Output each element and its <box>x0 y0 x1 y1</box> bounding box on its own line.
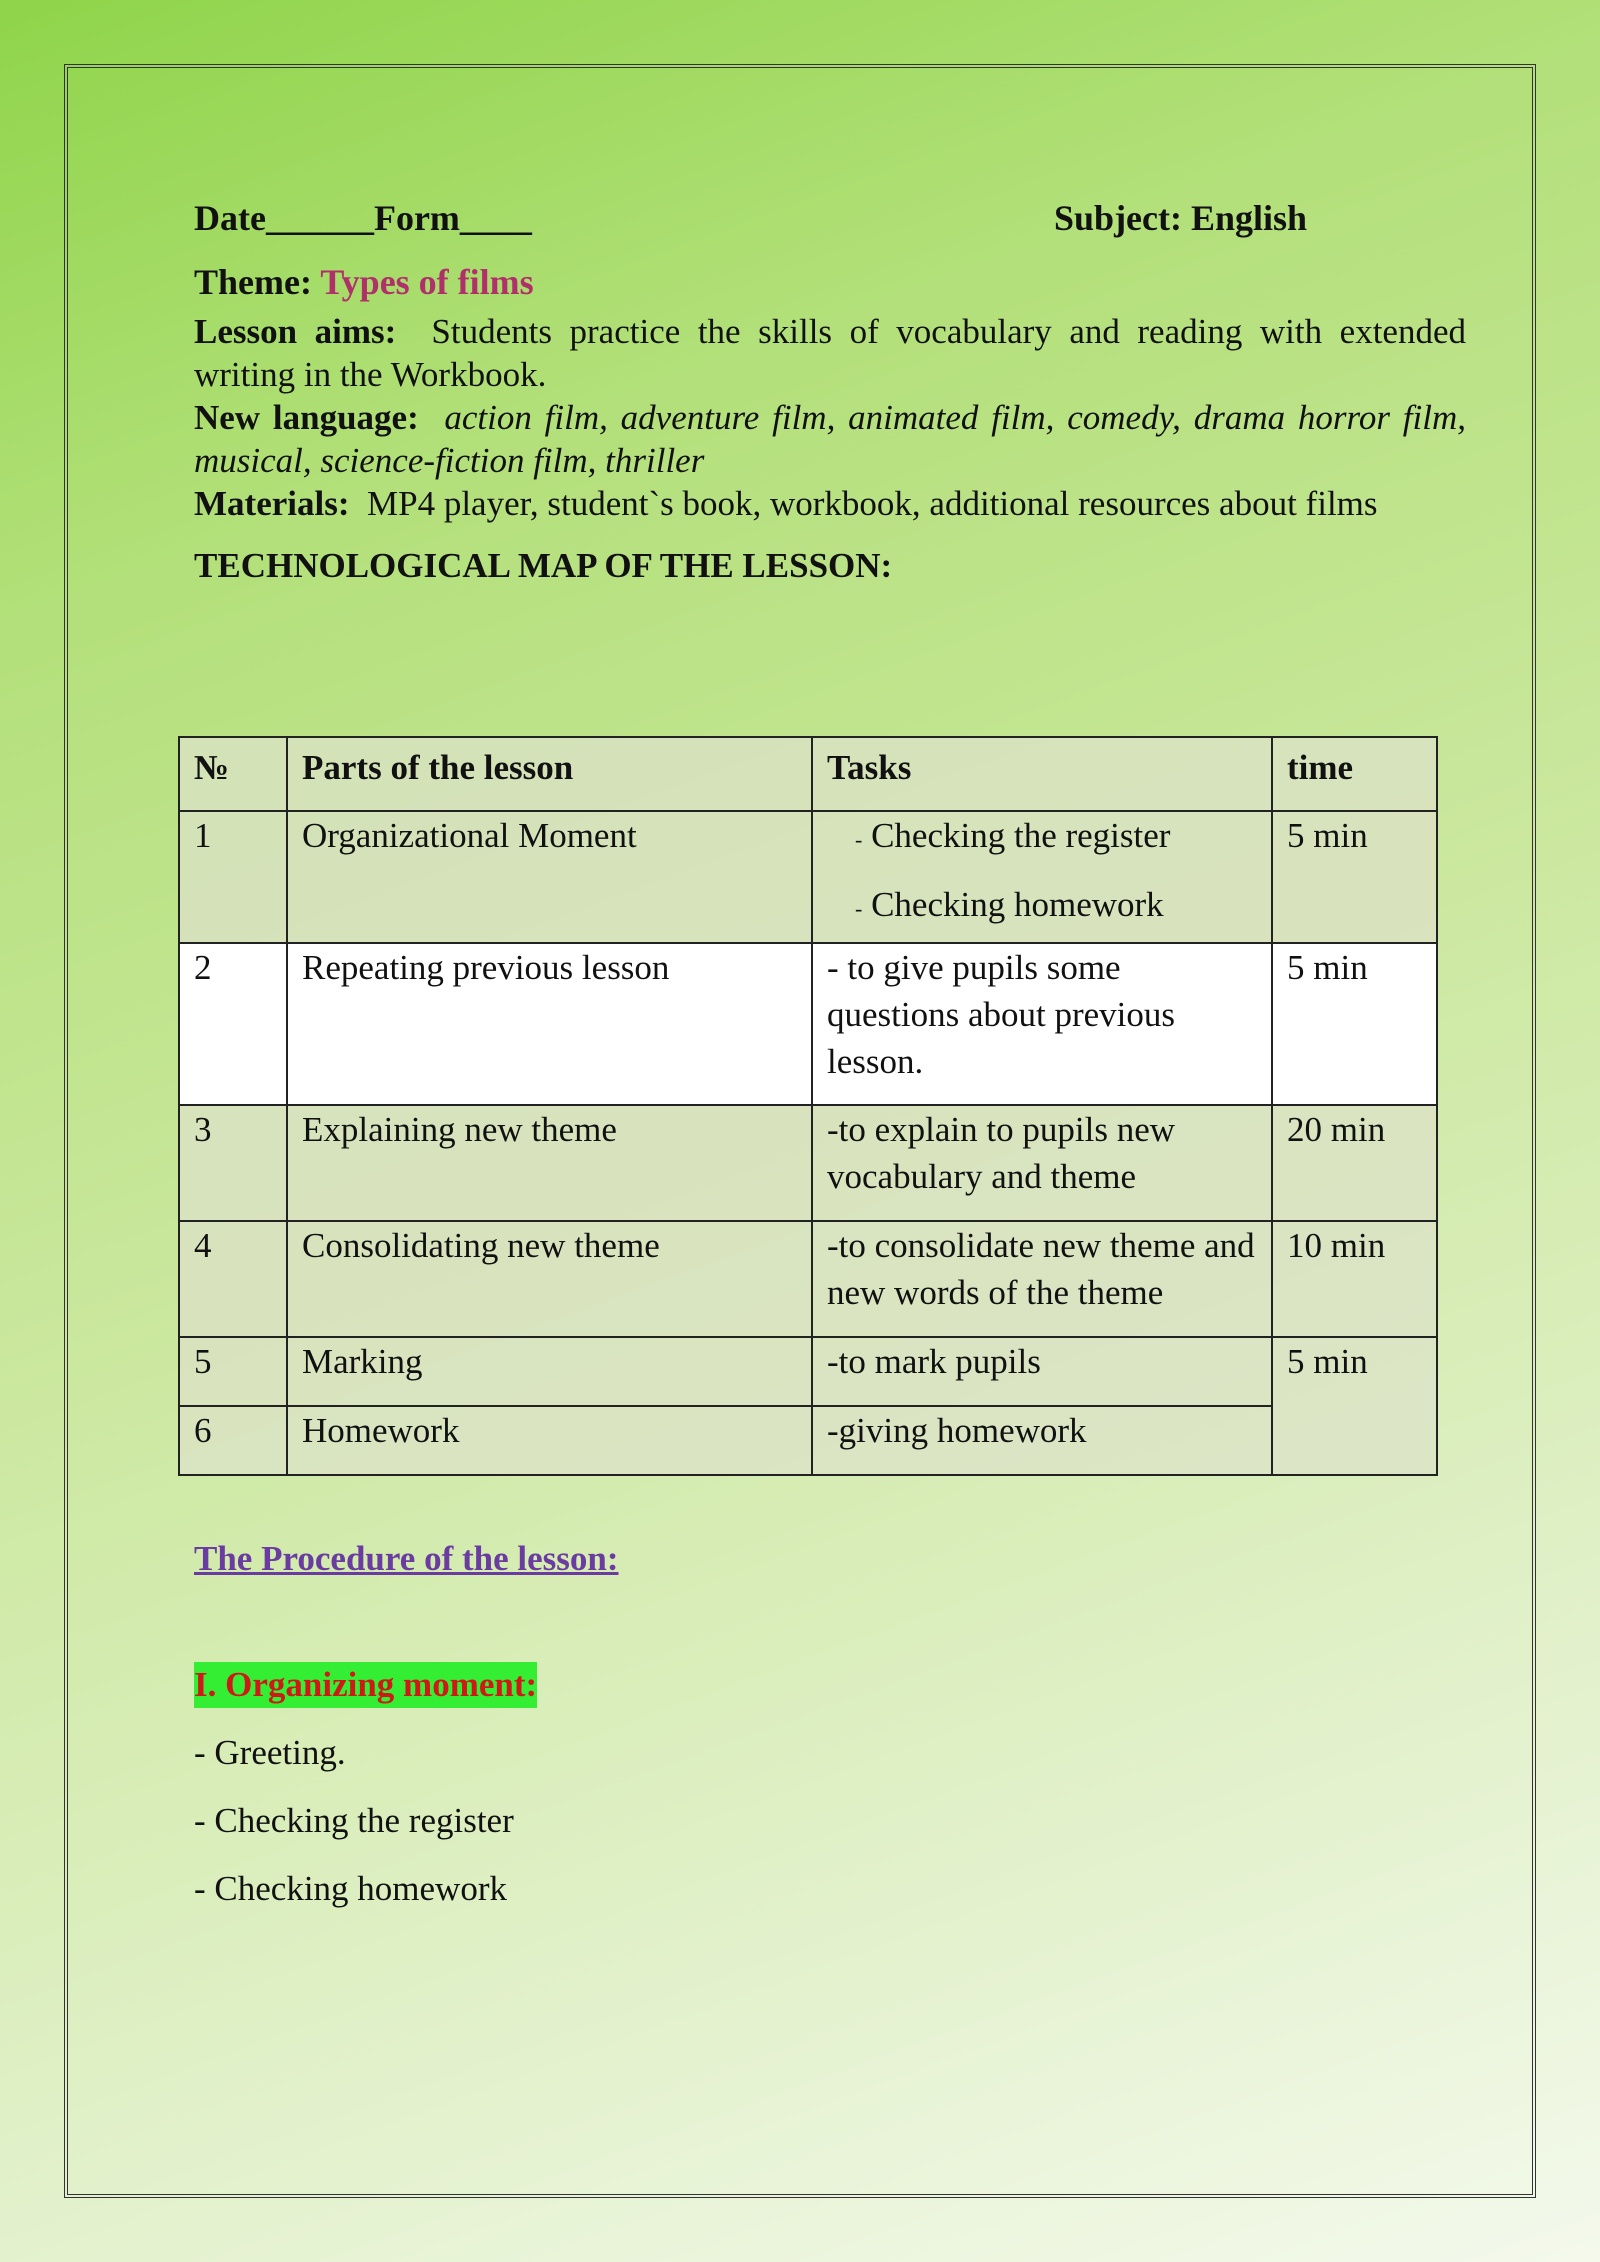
task-text: Checking homework <box>871 885 1164 924</box>
table-row <box>179 943 1437 1105</box>
procedure-section <box>194 1534 1466 1912</box>
cell-number: 5 <box>179 1337 287 1406</box>
cell-number: 2 <box>179 943 287 1105</box>
cell-time: 5 min <box>1272 943 1437 1105</box>
organizing-moment-title: I. Organizing moment: <box>194 1662 537 1708</box>
header-number: № <box>179 737 287 811</box>
cell-part: Homework <box>287 1406 812 1475</box>
table-row <box>179 1337 1437 1406</box>
lesson-aims-label: Lesson aims: <box>194 312 397 351</box>
cell-task: -to mark pupils <box>812 1337 1272 1406</box>
task-item: - Checking the register <box>855 816 1171 855</box>
task-item: - Checking homework <box>855 885 1164 924</box>
cell-part: Explaining new theme <box>287 1105 812 1221</box>
header-row <box>194 190 1466 246</box>
procedure-title: The Procedure of the lesson: <box>194 1539 619 1578</box>
cell-part: Consolidating new theme <box>287 1221 812 1337</box>
cell-part: Marking <box>287 1337 812 1406</box>
lesson-aims-text: Students practice the skills of vocabulary and reading with extended writing in the Workbook. <box>194 312 1466 394</box>
cell-number: 6 <box>179 1406 287 1475</box>
cell-time: 5 min <box>1272 811 1437 943</box>
materials <box>194 482 1466 525</box>
subject-line: Subject: English <box>1054 198 1308 238</box>
theme-label: Theme: <box>194 262 312 302</box>
header-parts: Parts of the lesson <box>287 737 812 811</box>
cell-task: -to explain to pupils new vocabulary and theme <box>812 1105 1272 1221</box>
cell-time: 10 min <box>1272 1221 1437 1337</box>
materials-text: MP4 player, student`s book, workbook, additional resources about films <box>366 484 1378 523</box>
cell-part: Organizational Moment <box>287 811 812 943</box>
header-time: time <box>1272 737 1437 811</box>
new-language-text: action film, adventure film, animated film, comedy, drama horror film, musical, science-fiction film, thriller <box>194 398 1467 480</box>
cell-time: 5 min <box>1272 1337 1437 1475</box>
cell-number: 1 <box>179 811 287 943</box>
theme-value: Types of films <box>320 262 534 302</box>
header-tasks: Tasks <box>812 737 1272 811</box>
materials-label: Materials: <box>194 484 350 523</box>
cell-number: 4 <box>179 1221 287 1337</box>
cell-part: Repeating previous lesson <box>287 943 812 1105</box>
theme-line <box>194 254 1466 310</box>
table-row <box>179 811 1437 943</box>
cell-time: 20 min <box>1272 1105 1437 1221</box>
table-header-row <box>179 737 1437 811</box>
table-row <box>179 1406 1437 1475</box>
organizing-item: - Checking homework <box>194 1869 507 1908</box>
cell-task: - to give pupils some questions about previous lesson. <box>812 943 1272 1105</box>
lesson-aims <box>194 310 1466 396</box>
lesson-header-section <box>194 190 1466 591</box>
table-row <box>179 1105 1437 1221</box>
task-text: Checking the register <box>871 816 1171 855</box>
cell-task: -giving homework <box>812 1406 1272 1475</box>
date-form-line: Date______Form____ <box>194 198 532 238</box>
organizing-item: - Checking the register <box>194 1801 514 1840</box>
techmap-title: TECHNOLOGICAL MAP OF THE LESSON: <box>194 546 893 585</box>
cell-tasks <box>812 811 1272 943</box>
cell-task: -to consolidate new theme and new words of the theme <box>812 1221 1272 1337</box>
new-language <box>194 396 1466 482</box>
lesson-map-table <box>178 736 1438 1476</box>
table-row <box>179 1221 1437 1337</box>
new-language-label: New language: <box>194 398 419 437</box>
cell-number: 3 <box>179 1105 287 1221</box>
organizing-item: - Greeting. <box>194 1733 346 1772</box>
